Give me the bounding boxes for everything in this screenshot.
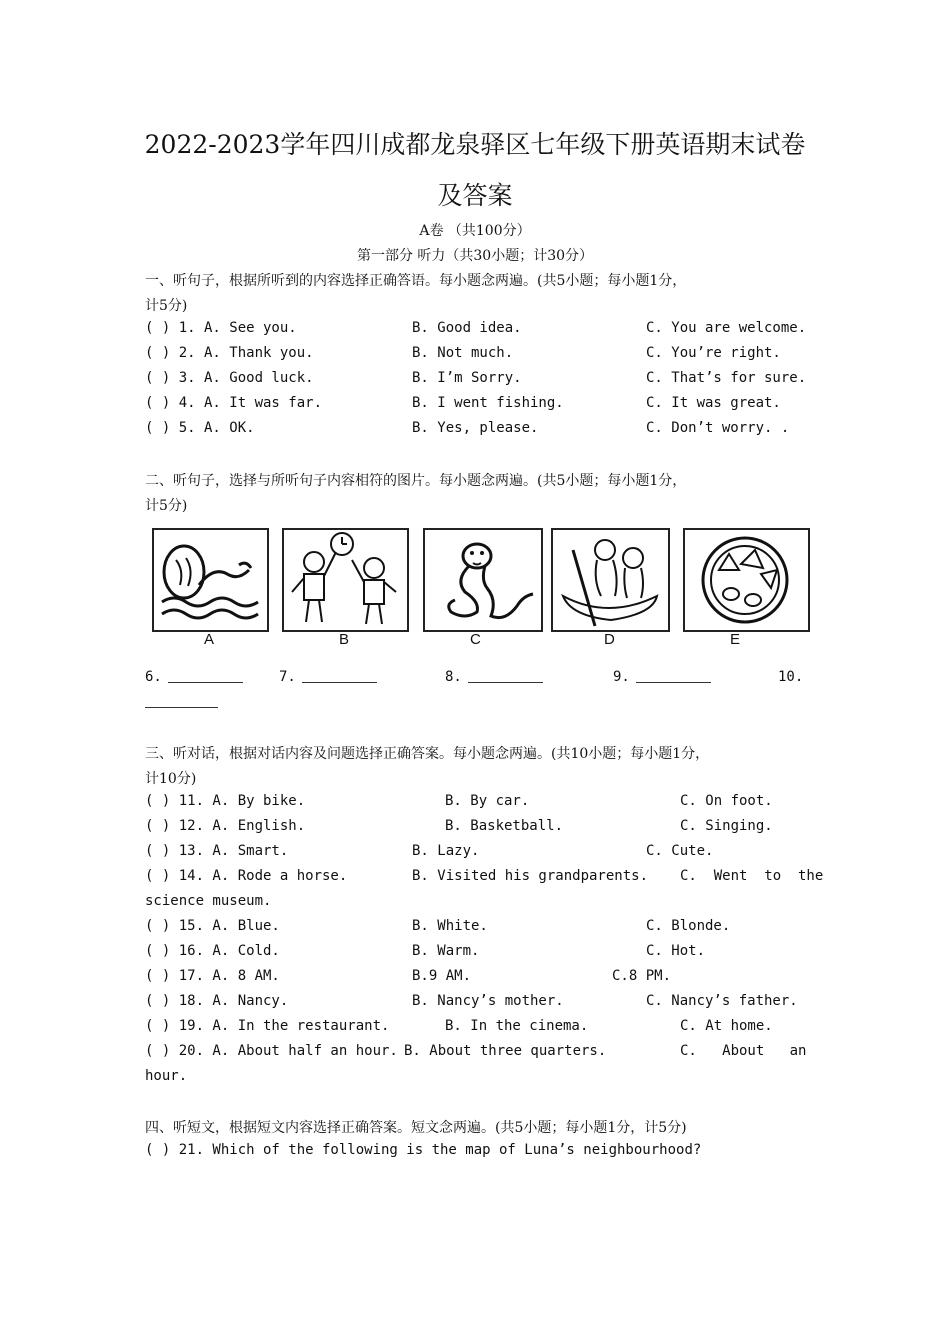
blank-6-line[interactable] (168, 682, 243, 683)
document-title-line2: 及答案 (437, 181, 513, 210)
snake-icon (425, 530, 541, 630)
question-14-c: C. Went to the (680, 868, 824, 884)
question-4-c: C. It was great. (646, 395, 781, 411)
question-11-c: C. On foot. (680, 793, 773, 809)
swimmer-icon (154, 530, 267, 630)
picture-e-label: E (730, 631, 741, 648)
question-17-c: C.8 PM. (612, 968, 672, 984)
question-15-b: B. White. (412, 918, 488, 934)
question-13-b: B. Lazy. (412, 843, 480, 859)
question-14-cont: science museum. (145, 893, 272, 909)
picture-a (152, 528, 269, 632)
answer-blank-7[interactable] (279, 669, 377, 685)
picture-c (423, 528, 543, 632)
picture-d (551, 528, 670, 632)
question-18-c: C. Nancy’s father. (646, 993, 798, 1009)
question-16-b: B. Warm. (412, 943, 480, 959)
question-3-b: B. I’m Sorry. (412, 370, 522, 386)
question-17-b: B.9 AM. (412, 968, 472, 984)
picture-b-label: B (339, 631, 350, 648)
sec1-heading-cont: 计5分) (145, 298, 188, 314)
question-2-c: C. You’re right. (646, 345, 781, 361)
answer-blank-10-line[interactable] (145, 707, 218, 708)
sec2-heading-cont: 计5分) (145, 498, 188, 514)
question-19-a: ( ) 19. A. In the restaurant. (145, 1018, 390, 1034)
question-2-b: B. Not much. (412, 345, 514, 361)
kids-exercise-icon (284, 530, 407, 630)
question-11-a: ( ) 11. A. By bike. (145, 793, 306, 809)
answer-blank-10-label: 10. (778, 669, 804, 685)
question-20-cont: hour. (145, 1068, 188, 1084)
question-11-b: B. By car. (445, 793, 530, 809)
sec4-heading: 四、听短文，根据短文内容选择正确答案。短文念两遍。(共5小题；每小题1分，计5分) (145, 1120, 687, 1136)
question-3-c: C. That’s for sure. (646, 370, 807, 386)
picture-c-label: C (470, 631, 481, 648)
picture-b (282, 528, 409, 632)
picture-a-label: A (204, 631, 215, 648)
blank-9-line[interactable] (636, 682, 711, 683)
food-plate-icon (685, 530, 808, 630)
question-5-a: ( ) 5. A. OK. (145, 420, 255, 436)
question-16-c: C. Hot. (646, 943, 706, 959)
question-13-a: ( ) 13. A. Smart. (145, 843, 289, 859)
question-20-a: ( ) 20. A. About half an hour. (145, 1043, 398, 1059)
question-12-a: ( ) 12. A. English. (145, 818, 306, 834)
question-17-a: ( ) 17. A. 8 AM. (145, 968, 280, 984)
question-18-b: B. Nancy’s mother. (412, 993, 564, 1009)
blank-7-line[interactable] (302, 682, 377, 683)
question-12-c: C. Singing. (680, 818, 773, 834)
question-13-c: C. Cute. (646, 843, 714, 859)
question-16-a: ( ) 16. A. Cold. (145, 943, 280, 959)
question-1-a: ( ) 1. A. See you. (145, 320, 297, 336)
question-21: ( ) 21. Which of the following is the map of Luna’s neighbourhood? (145, 1142, 702, 1158)
blank-8-label: 8. (445, 669, 462, 685)
answer-blank-6[interactable] (145, 669, 243, 685)
sec1-heading: 一、听句子，根据所听到的内容选择正确答语。每小题念两遍。(共5小题；每小题1分， (145, 273, 687, 289)
question-5-b: B. Yes, please. (412, 420, 539, 436)
question-4-a: ( ) 4. A. It was far. (145, 395, 323, 411)
question-2-a: ( ) 2. A. Thank you. (145, 345, 314, 361)
question-20-c: C. About an (680, 1043, 807, 1059)
question-3-a: ( ) 3. A. Good luck. (145, 370, 314, 386)
paper-label: A卷 （共100分） (419, 223, 531, 239)
picture-d-label: D (604, 631, 615, 648)
question-20-b: B. About three quarters. (404, 1043, 607, 1059)
document-title-line1: 2022-2023学年四川成都龙泉驿区七年级下册英语期末试卷 (144, 130, 806, 159)
question-19-c: C. At home. (680, 1018, 773, 1034)
question-19-b: B. In the cinema. (445, 1018, 589, 1034)
blank-6-label: 6. (145, 669, 162, 685)
blank-9-label: 9. (613, 669, 630, 685)
question-14-a: ( ) 14. A. Rode a horse. (145, 868, 348, 884)
sec3-heading: 三、听对话，根据对话内容及问题选择正确答案。每小题念两遍。(共10小题；每小题1分， (145, 746, 710, 762)
boat-rowing-icon (553, 530, 668, 630)
question-15-a: ( ) 15. A. Blue. (145, 918, 280, 934)
question-4-b: B. I went fishing. (412, 395, 564, 411)
answer-blank-9[interactable] (613, 669, 711, 685)
part-label: 第一部分 听力（共30小题；计30分） (356, 248, 594, 264)
question-1-c: C. You are welcome. (646, 320, 807, 336)
question-15-c: C. Blonde. (646, 918, 731, 934)
question-18-a: ( ) 18. A. Nancy. (145, 993, 289, 1009)
question-14-b: B. Visited his grandparents. (412, 868, 649, 884)
sec3-heading-cont: 计10分) (145, 771, 197, 787)
blank-7-label: 7. (279, 669, 296, 685)
sec2-heading: 二、听句子，选择与所听句子内容相符的图片。每小题念两遍。(共5小题；每小题1分， (145, 473, 687, 489)
question-1-b: B. Good idea. (412, 320, 522, 336)
blank-8-line[interactable] (468, 682, 543, 683)
picture-e (683, 528, 810, 632)
question-12-b: B. Basketball. (445, 818, 564, 834)
question-5-c: C. Don’t worry. . (646, 420, 790, 436)
answer-blank-8[interactable] (445, 669, 543, 685)
